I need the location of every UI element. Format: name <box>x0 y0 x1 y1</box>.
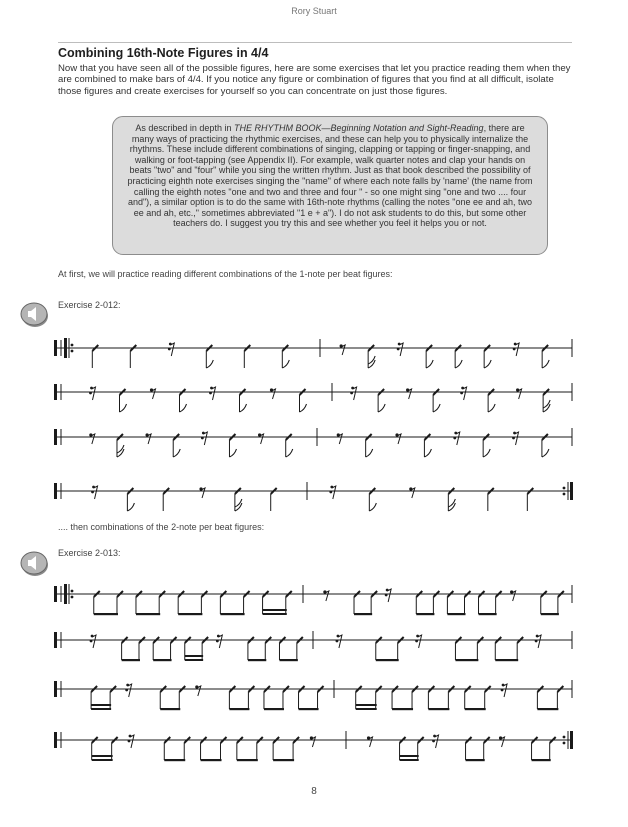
exercise-2-013-line-3-beam <box>356 708 377 710</box>
exercise-2-013-line-4-eighth-rest <box>501 737 505 747</box>
exercise-2-012-line-1-repeat-dot <box>71 350 74 353</box>
exercise-2-013-line-2-sixteenth-rest <box>90 640 93 643</box>
exercise-2-012-line-3-sixteenth-rest <box>515 432 519 445</box>
exercise-2-012-line-3-sixteenth-rest <box>453 437 456 440</box>
book-title: THE RHYTHM BOOK—Beginning Notation and Sight-Reading <box>233 123 484 133</box>
exercise-2-013-line-2-sixteenth-rest <box>336 640 339 643</box>
exercise-2-013-line-1-beam <box>354 613 372 615</box>
exercise-2-013-line-1-sixteenth-rest <box>385 594 388 597</box>
exercise-2-012-line-3-eighth-note-flag <box>229 449 236 457</box>
exercise-2-013-line-3-sixteenth-rest <box>125 689 128 692</box>
exercise-2-012-line-4-eighth-rest <box>411 488 415 498</box>
exercise-2-012-line-4-sixteenth-rest <box>332 486 336 499</box>
exercise-2-013-line-4-repeat-dot <box>563 742 566 745</box>
exercise-2-013-line-2-beam <box>153 659 171 661</box>
exercise-2-012-line-2-sixteenth-rest <box>212 387 216 400</box>
exercise-2-012-line-1-eighth-note-flag <box>542 360 549 368</box>
exercise-2-013-line-2-beam <box>185 659 203 661</box>
exercise-2-013-line-1-beam <box>136 613 160 615</box>
exercise-2-012-line-2-sixteenth-rest <box>92 387 96 400</box>
exercise-2-013-label: Exercise 2-013: <box>58 548 121 558</box>
exercise-2-013-line-1-repeat-dot <box>71 590 74 593</box>
exercise-2-012-line-3-eighth-rest <box>260 434 264 444</box>
exercise-2-012-line-2-sixteenth-rest <box>460 392 463 395</box>
exercise-2-013-line-1-beam <box>447 613 465 615</box>
exercise-2-012-line-1-sixteenth-rest <box>170 343 174 356</box>
exercise-2-012-line-1-eighth-note-flag <box>206 360 213 368</box>
exercise-2-013-line-2-sixteenth-rest <box>535 640 538 643</box>
exercise-2-012-line-3-eighth-note-flag <box>483 449 490 457</box>
lead-in-2-note-figures: .... then combinations of the 2-note per beat figures: <box>58 522 265 532</box>
exercise-2-012-line-1-percussion-clef <box>54 340 57 356</box>
exercise-2-013-line-4-beam <box>400 759 419 761</box>
exercise-2-012-line-3-sixteenth-rest <box>201 437 204 440</box>
exercise-2-012-line-3-eighth-rest <box>91 434 95 444</box>
exercise-2-012-line-4-end-barline-thick <box>570 482 573 500</box>
exercise-2-012-line-1-eighth-note-flag <box>455 360 462 368</box>
exercise-2-012-line-3-percussion-clef <box>54 429 57 445</box>
exercise-2-012-line-2-percussion-clef <box>54 384 57 400</box>
exercise-2-013-line-4-beam <box>201 759 222 761</box>
exercise-2-013-line-2-beam <box>495 659 518 661</box>
exercise-2-013-line-3-beam <box>229 708 249 710</box>
exercise-2-013-line-3-beam <box>465 708 486 710</box>
exercise-2-013-line-4-percussion-clef <box>54 732 57 748</box>
exercise-2-013-line-1-eighth-rest <box>325 591 329 601</box>
exercise-2-012-line-3-eighth-rest <box>397 434 401 444</box>
exercise-2-012-line-3-eighth-rest <box>338 434 342 444</box>
exercise-2-013-line-1-beam <box>178 613 202 615</box>
exercise-2-012-line-4-sixteenth-rest <box>329 491 332 494</box>
exercise-2-012-line-1-time-signature <box>64 338 67 358</box>
exercise-2-012-label: Exercise 2-012: <box>58 300 121 310</box>
exercise-2-013-line-4-beam <box>237 759 258 761</box>
exercise-2-013-line-4-beam <box>273 759 294 761</box>
exercise-2-013-line-1-beam <box>541 613 559 615</box>
exercise-2-012-line-2-eighth-rest <box>518 389 522 399</box>
exercise-2-012-line-4-repeat-dot <box>563 487 566 490</box>
exercise-2-013-line-2-beam <box>279 659 297 661</box>
exercise-2-013-line-2-beam <box>248 659 266 661</box>
exercise-2-013-line-4-sixteenth-rest <box>130 735 134 748</box>
exercise-2-013-line-3-beam <box>264 708 284 710</box>
exercise-2-013-line-2-sixteenth-rest <box>418 635 422 648</box>
exercise-2-012-line-2-eighth-note-flag <box>300 404 307 412</box>
exercise-2-013-line-4-sixteenth-rest <box>432 740 435 743</box>
exercise-2-013-line-3-sixteenth-rest <box>501 689 504 692</box>
lead-in-1-note-figures: At first, we will practice reading different combinations of the 1-note per beat figures: <box>58 269 393 279</box>
exercise-2-013-line-2-sixteenth-rest <box>216 640 219 643</box>
exercise-2-013-line-3-beam <box>356 704 377 706</box>
exercise-2-013-line-4-beam <box>466 759 485 761</box>
exercise-2-012-line-2-sixteenth-rest <box>209 392 212 395</box>
exercise-2-012-line-4-sixteenth-rest <box>94 486 98 499</box>
exercise-2-012-line-2-sixteenth-rest <box>350 392 353 395</box>
exercise-2-012-line-2-eighth-note-flag <box>488 404 495 412</box>
exercise-2-013-line-1-beam <box>263 613 287 615</box>
exercise-2-013-line-3-beam <box>428 708 449 710</box>
exercise-2-012-line-1-sixteenth-rest <box>168 348 171 351</box>
exercise-2-012-line-4-eighth-note-flag <box>369 503 376 511</box>
exercise-2-012-line-3-sixteenth-rest <box>512 437 515 440</box>
note-text-post: , there are many ways of practicing the rhythmic exercises, and these can help you to physically internalize the rhythms. These include different combinations of singing, clapping or tapping or finger-snapping, and walking or foot-tapping (see Appendix II). For example, walk quarter notes and clap your hands on beats "two" and "four" while you sing the written rhythm. Just as that book described the possibility of practicing eighth note exercises singing the "name" of where each note falls by 'name' (the name from calling the eighth notes "one and two and three and four " - so one might sing "one and two .... four and"), a similar option is to do the same with 16th-note rhythms (calling the notes "one ee and ah, two ee and ah, etc.," sometimes abbreviated "1 e + a"). I do not ask students to do this, but some other teachers do. I suggest you try this and see whether you feel it helps you or not. <box>127 123 533 229</box>
exercise-2-013-line-4-beam <box>164 759 185 761</box>
exercise-2-013-line-3-beam <box>160 708 180 710</box>
note-text-pre: As described in depth in <box>135 123 234 133</box>
exercise-2-013-line-3-beam <box>299 708 319 710</box>
exercise-2-012-line-3-sixteenth-rest <box>456 432 460 445</box>
exercise-2-013-line-4-repeat-dot <box>563 736 566 739</box>
exercise-2-013-line-3-beam <box>392 708 413 710</box>
exercise-2-013-line-1-sixteenth-rest <box>387 589 391 602</box>
exercise-2-013-line-2-sixteenth-rest <box>338 635 342 648</box>
exercise-2-012-line-1-eighth-note-flag <box>484 360 491 368</box>
exercise-2-012-line-2-eighth-rest <box>408 389 412 399</box>
exercise-2-012-line-2-eighth-note-flag <box>120 404 127 412</box>
exercise-2-012-line-2-sixteenth-rest <box>353 387 357 400</box>
running-head: Rory Stuart <box>291 6 337 16</box>
exercise-2-012-line-2-sixteenth-rest <box>89 392 92 395</box>
exercise-2-012-line-2-eighth-note-flag <box>433 404 440 412</box>
exercise-2-012-line-1-repeat-dot <box>71 344 74 347</box>
exercise-2-012-line-3-eighth-note-flag <box>542 449 549 457</box>
exercise-2-012-line-4-repeat-dot <box>563 493 566 496</box>
exercise-2-012-line-3-eighth-note-flag <box>424 449 431 457</box>
exercise-2-012-line-1-eighth-note-flag <box>282 360 289 368</box>
exercise-2-013-line-2-percussion-clef <box>54 632 57 648</box>
exercise-2-012-line-1-sixteenth-rest <box>515 343 519 356</box>
exercise-2-013-line-4-eighth-rest <box>311 737 315 747</box>
exercise-2-013-line-2-beam <box>455 659 478 661</box>
exercise-2-012-line-1-sixteenth-rest <box>397 348 400 351</box>
exercise-2-012-line-1-sixteenth-rest <box>513 348 516 351</box>
exercise-2-013-line-1-beam <box>220 613 244 615</box>
exercise-2-013-line-2-beam <box>122 659 140 661</box>
exercise-2-012-line-4-percussion-clef <box>54 483 57 499</box>
page-number: 8 <box>311 786 317 797</box>
exercise-2-012-line-1-eighth-note-flag <box>426 360 433 368</box>
exercise-2-012-line-2-sixteenth-rest <box>463 387 467 400</box>
exercise-2-013-line-1-time-signature <box>64 584 67 604</box>
exercise-2-013-line-2-sixteenth-rest <box>218 635 222 648</box>
exercise-2-013-line-3-percussion-clef <box>54 681 57 697</box>
exercise-2-012-line-2-eighth-note-flag <box>180 404 187 412</box>
exercise-2-013-line-4-eighth-rest <box>369 737 373 747</box>
exercise-2-012-line-3-eighth-rest <box>147 434 151 444</box>
exercise-2-013-line-3-eighth-rest <box>197 686 201 696</box>
exercise-2-013-line-1-repeat-dot <box>71 596 74 599</box>
exercise-2-012-line-2-eighth-rest <box>272 389 276 399</box>
exercise-2-013-line-4-sixteenth-rest <box>128 740 131 743</box>
exercise-2-013-line-4-beam <box>92 759 113 761</box>
exercise-2-013-line-1-percussion-clef <box>54 586 57 602</box>
exercise-2-012-line-2-eighth-rest <box>152 389 156 399</box>
intro-paragraph: Now that you have seen all of the possible figures, here are some exercises that let you practice reading them when they are combined to make bars of 4/4. If you notice any figure or combination of figures that you find at all difficult, isolate those figures and create exercises for yourself so you can concentrate on just those figures. <box>58 63 571 97</box>
exercise-2-012-line-3-eighth-note-flag <box>173 449 180 457</box>
exercise-2-013-line-1-beam <box>94 613 118 615</box>
exercise-2-013-line-3-sixteenth-rest <box>503 684 507 697</box>
exercise-2-013-line-2-sixteenth-rest <box>92 635 96 648</box>
exercise-2-013-line-1-beam <box>263 609 287 611</box>
exercise-2-013-line-2-sixteenth-rest <box>537 635 541 648</box>
exercise-2-013-line-4-end-barline-thick <box>570 731 573 749</box>
exercise-2-013-line-2-beam <box>185 655 203 657</box>
exercise-2-013-line-1-beam <box>479 613 497 615</box>
exercise-2-013-line-3-beam <box>537 708 558 710</box>
exercise-2-012-line-4-eighth-rest <box>201 488 205 498</box>
exercise-2-013-line-4-beam <box>532 759 551 761</box>
exercise-2-012-line-4-sixteenth-rest <box>91 491 94 494</box>
exercise-2-012-line-3-eighth-note-flag <box>286 449 293 457</box>
exercise-2-013-line-2-beam <box>376 659 399 661</box>
exercise-2-013-line-1-beam <box>416 613 434 615</box>
exercise-2-013-line-1-eighth-rest <box>512 591 516 601</box>
exercise-2-012-line-3-eighth-note-flag <box>366 449 373 457</box>
exercise-2-012-line-3-sixteenth-rest <box>203 432 207 445</box>
exercise-2-013-line-4-sixteenth-rest <box>435 735 439 748</box>
exercise-2-013-line-2-sixteenth-rest <box>415 640 418 643</box>
exercise-2-012-line-1-eighth-rest <box>341 345 345 355</box>
exercise-2-012-line-1-sixteenth-rest <box>399 343 403 356</box>
section-title: Combining 16th-Note Figures in 4/4 <box>58 46 269 60</box>
exercise-2-012-line-2-eighth-note-flag <box>240 404 247 412</box>
exercise-2-013-line-3-beam <box>91 704 111 706</box>
exercise-2-013-line-4-beam <box>400 755 419 757</box>
exercise-2-013-line-3-beam <box>91 708 111 710</box>
exercise-2-013-line-4-beam <box>92 755 113 757</box>
exercise-2-012-line-2-eighth-note-flag <box>378 404 385 412</box>
exercise-2-013-line-3-sixteenth-rest <box>128 684 132 697</box>
exercise-2-012-line-4-eighth-note-flag <box>127 503 134 511</box>
